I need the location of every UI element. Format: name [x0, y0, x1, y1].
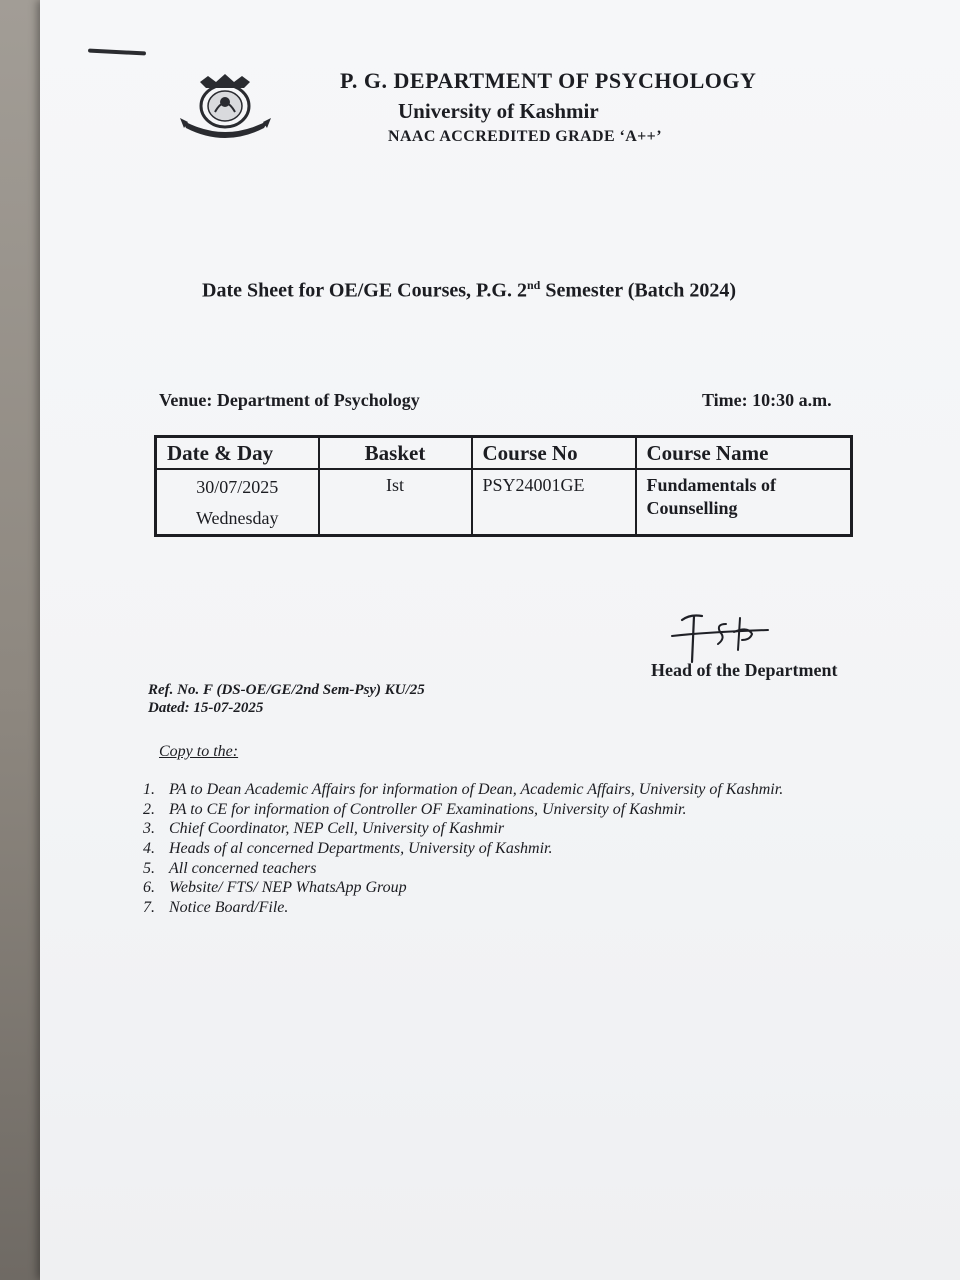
list-text: All concerned teachers — [169, 859, 317, 877]
column-header: Course Name — [636, 437, 852, 470]
list-number: 3. — [143, 820, 155, 838]
list-item — [143, 819, 783, 839]
list-number: 5. — [143, 859, 155, 877]
signatory-title: Head of the Department — [651, 660, 838, 680]
list-number: 4. — [143, 840, 155, 858]
copy-to-heading: Copy to the: — [159, 743, 239, 760]
time-line: Time: 10:30 a.m. — [702, 390, 832, 410]
copy-to-list — [143, 780, 783, 918]
list-item — [143, 878, 783, 898]
list-text: PA to Dean Academic Affairs for information of Dean, Academic Affairs, University of Kashmir. — [169, 781, 784, 798]
list-number: 7. — [143, 899, 155, 917]
accreditation-line: NAAC ACCREDITED GRADE ‘A++’ — [388, 128, 662, 145]
exam-date: 30/07/2025 — [196, 477, 279, 497]
list-text: Website/ FTS/ NEP WhatsApp Group — [169, 879, 407, 897]
list-item — [143, 898, 783, 918]
paper-sheet — [40, 0, 960, 1280]
list-item — [143, 859, 783, 879]
list-text: Chief Coordinator, NEP Cell, University of Kashmir — [169, 820, 505, 838]
list-item — [143, 800, 783, 820]
department-title: P. G. DEPARTMENT OF PSYCHOLOGY — [340, 68, 757, 93]
list-number: 6. — [143, 879, 155, 897]
reference-date: Dated: 15-07-2025 — [148, 700, 264, 716]
date-day-cell — [156, 469, 319, 536]
exam-day: Wednesday — [195, 508, 279, 528]
list-text: PA to CE for information of Controller OF Examinations, University of Kashmir. — [169, 800, 687, 818]
list-text: Notice Board/File. — [169, 899, 289, 917]
list-number: 1. — [143, 781, 155, 798]
course-name-line: Counselling — [646, 498, 738, 518]
reference-number: Ref. No. F (DS-OE/GE/2nd Sem-Psy) KU/25 — [148, 682, 425, 698]
course-name-line: Fundamentals of — [646, 475, 777, 495]
course-no-cell: PSY24001GE — [472, 469, 636, 536]
column-header: Course No — [472, 437, 636, 470]
university-seal-icon — [178, 72, 273, 138]
list-item — [143, 780, 783, 800]
list-number: 2. — [143, 800, 155, 818]
date-sheet-table — [154, 435, 853, 537]
document-title — [202, 278, 736, 303]
column-header: Basket — [319, 437, 472, 470]
table-row — [156, 469, 852, 536]
venue-line: Venue: Department of Psychology — [159, 390, 420, 410]
column-header: Date & Day — [156, 437, 319, 470]
title-rest: Semester (Batch 2024) — [540, 279, 737, 302]
table-header-row — [156, 437, 852, 470]
basket-cell: Ist — [319, 469, 472, 536]
list-text: Heads of al concerned Departments, University of Kashmir. — [169, 840, 553, 858]
title-superscript: nd — [527, 278, 541, 292]
university-name: University of Kashmir — [398, 99, 599, 123]
list-item — [143, 839, 783, 859]
desk-background — [0, 0, 40, 1280]
course-name-cell — [636, 469, 852, 536]
title-main: Date Sheet for OE/GE Courses, P.G. 2 — [202, 279, 527, 302]
